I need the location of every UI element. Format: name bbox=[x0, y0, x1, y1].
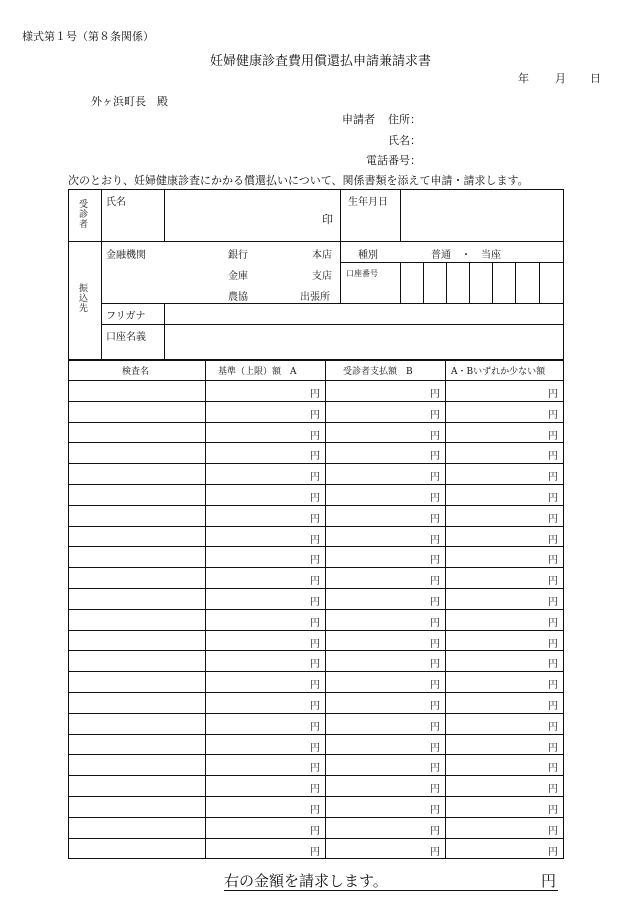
yen-b: 円 bbox=[430, 763, 440, 775]
yen-b: 円 bbox=[430, 846, 440, 858]
yen-a: 円 bbox=[310, 430, 320, 442]
date-day-label: 日 bbox=[590, 72, 601, 85]
address-label: 住所： bbox=[388, 113, 421, 126]
yen-b: 円 bbox=[430, 805, 440, 816]
divider bbox=[423, 262, 424, 303]
yen-min: 円 bbox=[548, 389, 558, 400]
yen-b: 円 bbox=[430, 493, 440, 504]
yen-min: 円 bbox=[548, 617, 558, 629]
table-row bbox=[68, 713, 564, 734]
table-row bbox=[68, 505, 564, 526]
table-row bbox=[68, 671, 564, 692]
yen-b: 円 bbox=[430, 721, 440, 733]
yen-b: 円 bbox=[430, 617, 440, 629]
addressee: 外ヶ浜町長 殿 bbox=[91, 95, 168, 108]
yen-a: 円 bbox=[310, 597, 320, 608]
yen-a: 円 bbox=[310, 617, 320, 629]
table-row bbox=[68, 442, 564, 463]
divider bbox=[101, 303, 564, 304]
yen-b: 円 bbox=[430, 680, 440, 692]
phone-label: 電話番号： bbox=[366, 154, 421, 167]
table-row bbox=[68, 650, 564, 671]
yen-b: 円 bbox=[430, 472, 440, 484]
yen-min: 円 bbox=[548, 701, 558, 712]
divider bbox=[164, 303, 165, 360]
yen-b: 円 bbox=[430, 430, 440, 442]
divider bbox=[340, 262, 564, 263]
divider bbox=[446, 262, 447, 303]
yen-a: 円 bbox=[310, 721, 320, 733]
yen-min: 円 bbox=[548, 430, 558, 442]
yen-a: 円 bbox=[310, 576, 320, 588]
header-patient-payment: 受診者支払額 B bbox=[343, 367, 413, 377]
header-standard-amount: 基準（上限）額 A bbox=[218, 367, 297, 377]
date-month-label: 月 bbox=[555, 72, 566, 85]
yen-a: 円 bbox=[310, 451, 320, 463]
furigana-label: フリガナ bbox=[106, 311, 146, 322]
divider bbox=[400, 262, 401, 303]
section-label-char: 込 bbox=[79, 294, 89, 304]
seal-mark: 印 bbox=[322, 213, 333, 226]
yen-min: 円 bbox=[548, 555, 558, 567]
yen-min: 円 bbox=[548, 513, 558, 525]
yen-min: 円 bbox=[548, 534, 558, 546]
patient-section-label bbox=[79, 200, 88, 230]
yen-a: 円 bbox=[310, 763, 320, 775]
yen-b: 円 bbox=[430, 597, 440, 608]
sub-branch-option: 出張所 bbox=[300, 292, 330, 303]
yen-min: 円 bbox=[548, 472, 558, 484]
yen-a: 円 bbox=[310, 784, 320, 796]
yen-min: 円 bbox=[548, 721, 558, 733]
claim-line bbox=[224, 870, 558, 891]
yen-a: 円 bbox=[310, 513, 320, 525]
statement: 次のとおり、妊婦健康診査にかかる償還払いについて、関係書類を添えて申請・請求します。 bbox=[68, 174, 529, 187]
yen-min: 円 bbox=[548, 825, 558, 837]
patient-name-label: 氏名 bbox=[106, 197, 126, 208]
yen-min: 円 bbox=[548, 451, 558, 463]
divider bbox=[515, 262, 516, 303]
birthdate-label: 生年月日 bbox=[348, 197, 388, 208]
table-row bbox=[68, 796, 564, 817]
table-row bbox=[68, 817, 564, 838]
table-row bbox=[68, 484, 564, 505]
yen-b: 円 bbox=[430, 784, 440, 796]
section-label-char: 受 bbox=[79, 200, 89, 210]
account-number-label: 口座番号 bbox=[346, 269, 378, 278]
yen-b: 円 bbox=[430, 659, 440, 671]
table-row bbox=[68, 754, 564, 775]
section-label-char: 診 bbox=[79, 210, 89, 220]
divider bbox=[539, 262, 540, 303]
yen-a: 円 bbox=[310, 472, 320, 484]
account-type-label: 種別 bbox=[358, 250, 378, 261]
divider bbox=[101, 324, 564, 325]
yen-a: 円 bbox=[310, 680, 320, 692]
table-row bbox=[68, 567, 564, 588]
divider bbox=[164, 189, 165, 241]
table-row bbox=[68, 380, 564, 401]
divider bbox=[400, 189, 401, 241]
agri-coop-option: 農協 bbox=[228, 292, 248, 303]
yen-b: 円 bbox=[430, 742, 440, 754]
divider bbox=[492, 262, 493, 303]
yen-a: 円 bbox=[310, 659, 320, 671]
yen-min: 円 bbox=[548, 763, 558, 775]
claim-text: 右の金額を請求します。 bbox=[224, 872, 388, 890]
yen-a: 円 bbox=[310, 701, 320, 712]
table-row bbox=[68, 526, 564, 547]
table-row bbox=[68, 546, 564, 567]
section-label-char: 振 bbox=[79, 284, 89, 294]
yen-b: 円 bbox=[430, 451, 440, 463]
header-lesser-amount: A・Bいずれか少ない額 bbox=[451, 367, 546, 377]
account-type-options: 普通 ・ 当座 bbox=[431, 250, 501, 261]
yen-b: 円 bbox=[430, 409, 440, 421]
yen-a: 円 bbox=[310, 493, 320, 504]
yen-b: 円 bbox=[430, 825, 440, 837]
yen-b: 円 bbox=[430, 534, 440, 546]
branch-option: 支店 bbox=[312, 271, 332, 282]
yen-min: 円 bbox=[548, 659, 558, 671]
yen-a: 円 bbox=[310, 638, 320, 650]
table-row bbox=[68, 609, 564, 630]
yen-b: 円 bbox=[430, 389, 440, 400]
yen-min: 円 bbox=[548, 409, 558, 421]
yen-a: 円 bbox=[310, 409, 320, 421]
applicant-name-label: 氏名： bbox=[388, 134, 421, 147]
divider bbox=[68, 241, 564, 242]
yen-b: 円 bbox=[430, 576, 440, 588]
applicant-label: 申請者 bbox=[342, 113, 375, 126]
claim-total-yen: 円 bbox=[540, 872, 556, 890]
table-row bbox=[68, 775, 564, 796]
yen-min: 円 bbox=[548, 638, 558, 650]
yen-a: 円 bbox=[310, 534, 320, 546]
header-exam-name: 検査名 bbox=[122, 367, 150, 377]
yen-min: 円 bbox=[548, 576, 558, 588]
table-row bbox=[68, 463, 564, 484]
yen-min: 円 bbox=[548, 680, 558, 692]
head-office-option: 本店 bbox=[312, 250, 332, 261]
yen-b: 円 bbox=[430, 513, 440, 525]
divider bbox=[469, 262, 470, 303]
section-label-char: 者 bbox=[79, 220, 89, 230]
bank-option: 銀行 bbox=[228, 250, 248, 261]
table-row bbox=[68, 422, 564, 443]
divider bbox=[101, 189, 102, 360]
yen-min: 円 bbox=[548, 846, 558, 858]
credit-union-option: 金庫 bbox=[228, 271, 248, 282]
yen-min: 円 bbox=[548, 742, 558, 754]
table-row bbox=[68, 838, 564, 859]
table-row bbox=[68, 401, 564, 422]
yen-a: 円 bbox=[310, 555, 320, 567]
yen-a: 円 bbox=[310, 846, 320, 858]
yen-min: 円 bbox=[548, 493, 558, 504]
yen-a: 円 bbox=[310, 805, 320, 816]
yen-min: 円 bbox=[548, 805, 558, 816]
yen-b: 円 bbox=[430, 701, 440, 712]
yen-min: 円 bbox=[548, 784, 558, 796]
yen-min: 円 bbox=[548, 597, 558, 608]
table-row bbox=[68, 692, 564, 713]
yen-b: 円 bbox=[430, 555, 440, 567]
yen-a: 円 bbox=[310, 742, 320, 754]
form-number: 様式第１号（第８条関係） bbox=[22, 30, 154, 43]
document-title: 妊婦健康診査費用償還払申請兼請求書 bbox=[210, 54, 432, 69]
table-row bbox=[68, 630, 564, 651]
section-label-char: 先 bbox=[79, 304, 89, 314]
table-row bbox=[68, 734, 564, 755]
table-row bbox=[68, 588, 564, 609]
yen-b: 円 bbox=[430, 638, 440, 650]
divider bbox=[340, 189, 341, 303]
yen-a: 円 bbox=[310, 389, 320, 400]
yen-a: 円 bbox=[310, 825, 320, 837]
transfer-section-label bbox=[79, 284, 88, 314]
account-holder-label: 口座名義 bbox=[106, 332, 146, 343]
institution-label: 金融機関 bbox=[106, 250, 146, 261]
date-year-label: 年 bbox=[518, 72, 529, 85]
